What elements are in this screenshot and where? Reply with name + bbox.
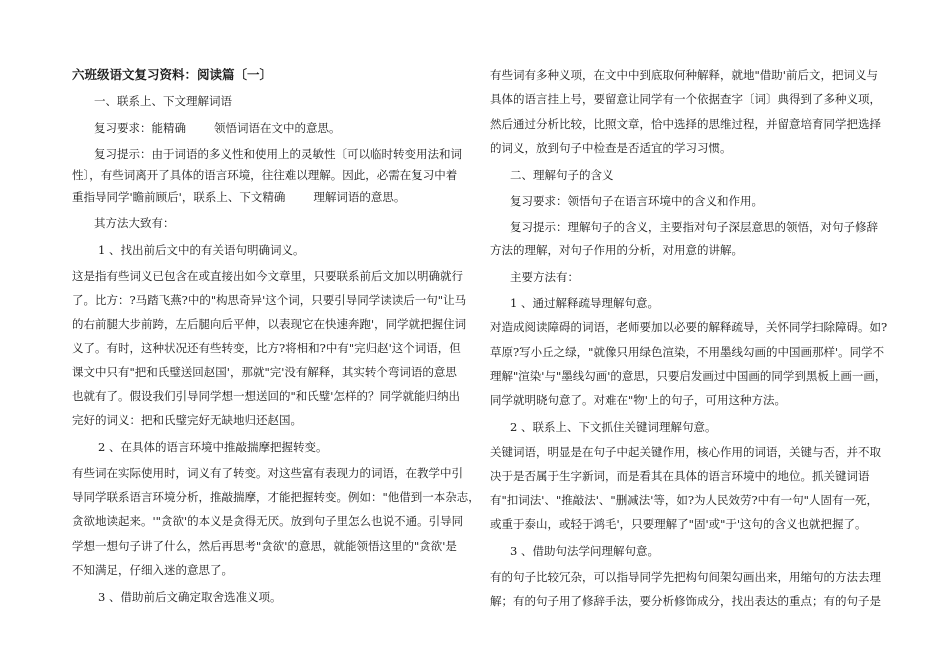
methods-intro-2: 主要方法有： [510, 270, 579, 284]
paragraph-line: 的词义，放到句子中检查是否适宜的学习习惯。 [490, 141, 732, 155]
paragraph-line: 或重于泰山，或轻于鸿毛'，只要理解了"固'或"于'这句的含义也就把握了。 [490, 517, 867, 531]
review-requirement-1: 复习要求：能精确 领悟词语在文中的意思。 [94, 121, 341, 135]
review-requirement-2: 复习要求：领悟句子在语言环境中的含义和作用。 [510, 194, 763, 208]
section1-heading: 一、联系上、下文理解词语 [94, 94, 232, 108]
paragraph-line: 课文中只有"把和氏璧送回赵国'，那就"完'没有解释，其实转个弯词语的意思 [72, 365, 457, 379]
paragraph-line: 有的句子比较冗杂，可以指导同学先把构句间架勾画出来，用缩句的方法去理 [490, 570, 881, 584]
method-3-heading: 3 、借助前后文确定取舍选准义项。 [98, 590, 282, 604]
paragraph-line: 导同学联系语言环境分析，推敲揣摩，才能把握转变。例如："他借到一本杂志， [72, 490, 480, 504]
paragraph-line: 同学就明晓句意了。对难在"物'上的句子，可用这种方法。 [490, 393, 786, 407]
paragraph-line: 的右前腿大步前跨，左后腿向后平伸，以表现它在快速奔跑'，同学就把握住词 [72, 317, 467, 331]
method-1-heading: 1 、找出前后文中的有关语句明确词义。 [98, 243, 305, 257]
paragraph-line: 理解"渲染'与"墨线勾画'的意思，只要启发画过中国画的同学到黑板上画一画， [490, 369, 887, 383]
paragraph-line: 有"扣词法'、"推敲法'、"删减法'等，如?为人民效劳?中有一句"人固有一死， [490, 493, 878, 507]
paragraph-line: 也就有了。假设我们引导同学想一想送回的"和氏璧'怎样的？同学就能归纳出 [72, 389, 460, 403]
method-2-3-heading: 3 、借助句法学问理解句意。 [510, 544, 659, 558]
method-2-1-heading: 1 、通过解释疏导理解句意。 [510, 296, 659, 310]
paragraph-line: 义了。有时，这种状况还有些转变，比方?将相和?中有"完归赵'这个词语，但 [72, 341, 461, 355]
methods-intro: 其方法大致有： [94, 216, 175, 230]
review-tip-1-line: 复习提示：由于词语的多义性和使用上的灵敏性〔可以临时转变用法和词 [94, 147, 462, 161]
review-tip-1-line: 性〕，有些词离开了具体的语言环境，往往难以理解。因此，必需在复习中着 [72, 168, 458, 182]
paragraph-line: 这是指有些词义已包含在或直接出如今文章里，只要联系前后文加以明确就行 [72, 269, 463, 283]
paragraph-line: 关键词语，明显是在句子中起关键作用，核心作用的词语，关键与否，并不取 [490, 445, 881, 459]
paragraph-line: 对造成阅读障碍的词语，老师要加以必要的解释疏导，关怀同学扫除障碍。如? [490, 320, 888, 334]
page-title: 六班级语文复习资料：阅读篇〔一〕 [72, 67, 273, 82]
paragraph-line: 草原?写小丘之绿，"就像只用绿色渲染，不用墨线勾画的中国画那样'。同学不 [490, 345, 885, 359]
review-tip-1-line: 重指导同学'瞻前顾后'，联系上、下文精确 理解词语的意思。 [72, 190, 406, 204]
review-tip-2-line: 复习提示：理解句子的含义，主要指对句子深层意思的领悟，对句子修辞 [510, 220, 878, 234]
paragraph-line: 然后通过分析比较，比照文章，恰中选择的思维过程，并留意培育同学把选择 [490, 117, 881, 131]
paragraph-line: 完好的词义：把和氏璧完好无缺地归还赵国。 [72, 413, 302, 427]
paragraph-line: 贪欲地读起来。'"贪欲'的本义是贪得无厌。放到句子里怎么也说不通。引导同 [72, 514, 464, 528]
paragraph-line: 解；有的句子用了修辞手法，要分析修饰成分，找出表达的重点；有的句子是 [490, 594, 881, 608]
section2-heading: 二、理解句子的含义 [510, 168, 614, 182]
review-tip-2-line: 方法的理解，对句子作用的分析，对用意的讲解。 [490, 243, 743, 257]
paragraph-line: 了。比方：?马踏飞燕?中的"构思奇异'这个词，只要引导同学读读后一句"让马 [72, 293, 467, 307]
method-2-heading: 2 、在具体的语言环境中推敲揣摩把握转变。 [98, 440, 328, 454]
method-2-2-heading: 2 、联系上、下文抓住关键词理解句意。 [510, 420, 717, 434]
paragraph-line: 有些词有多种义项，在文中中到底取何种解释，就地"借助'前后文，把词义与 [490, 68, 878, 82]
paragraph-line: 决于是否属于生字新词，而是看其在具体的语言环境中的地位。抓关键词语 [490, 469, 870, 483]
paragraph-line: 不知满足，仔细入迷的意思了。 [72, 563, 233, 577]
paragraph-line: 有些词在实际使用时，词义有了转变。对这些富有表现力的词语，在教学中引 [72, 466, 463, 480]
paragraph-line: 具体的语言挂上号，要留意让同学有一个依据查字〔词〕典得到了多种义项， [490, 92, 881, 106]
paragraph-line: 学想一想句子讲了什么，然后再思考"贪欲'的意思，就能领悟这里的"贪欲'是 [72, 539, 457, 553]
